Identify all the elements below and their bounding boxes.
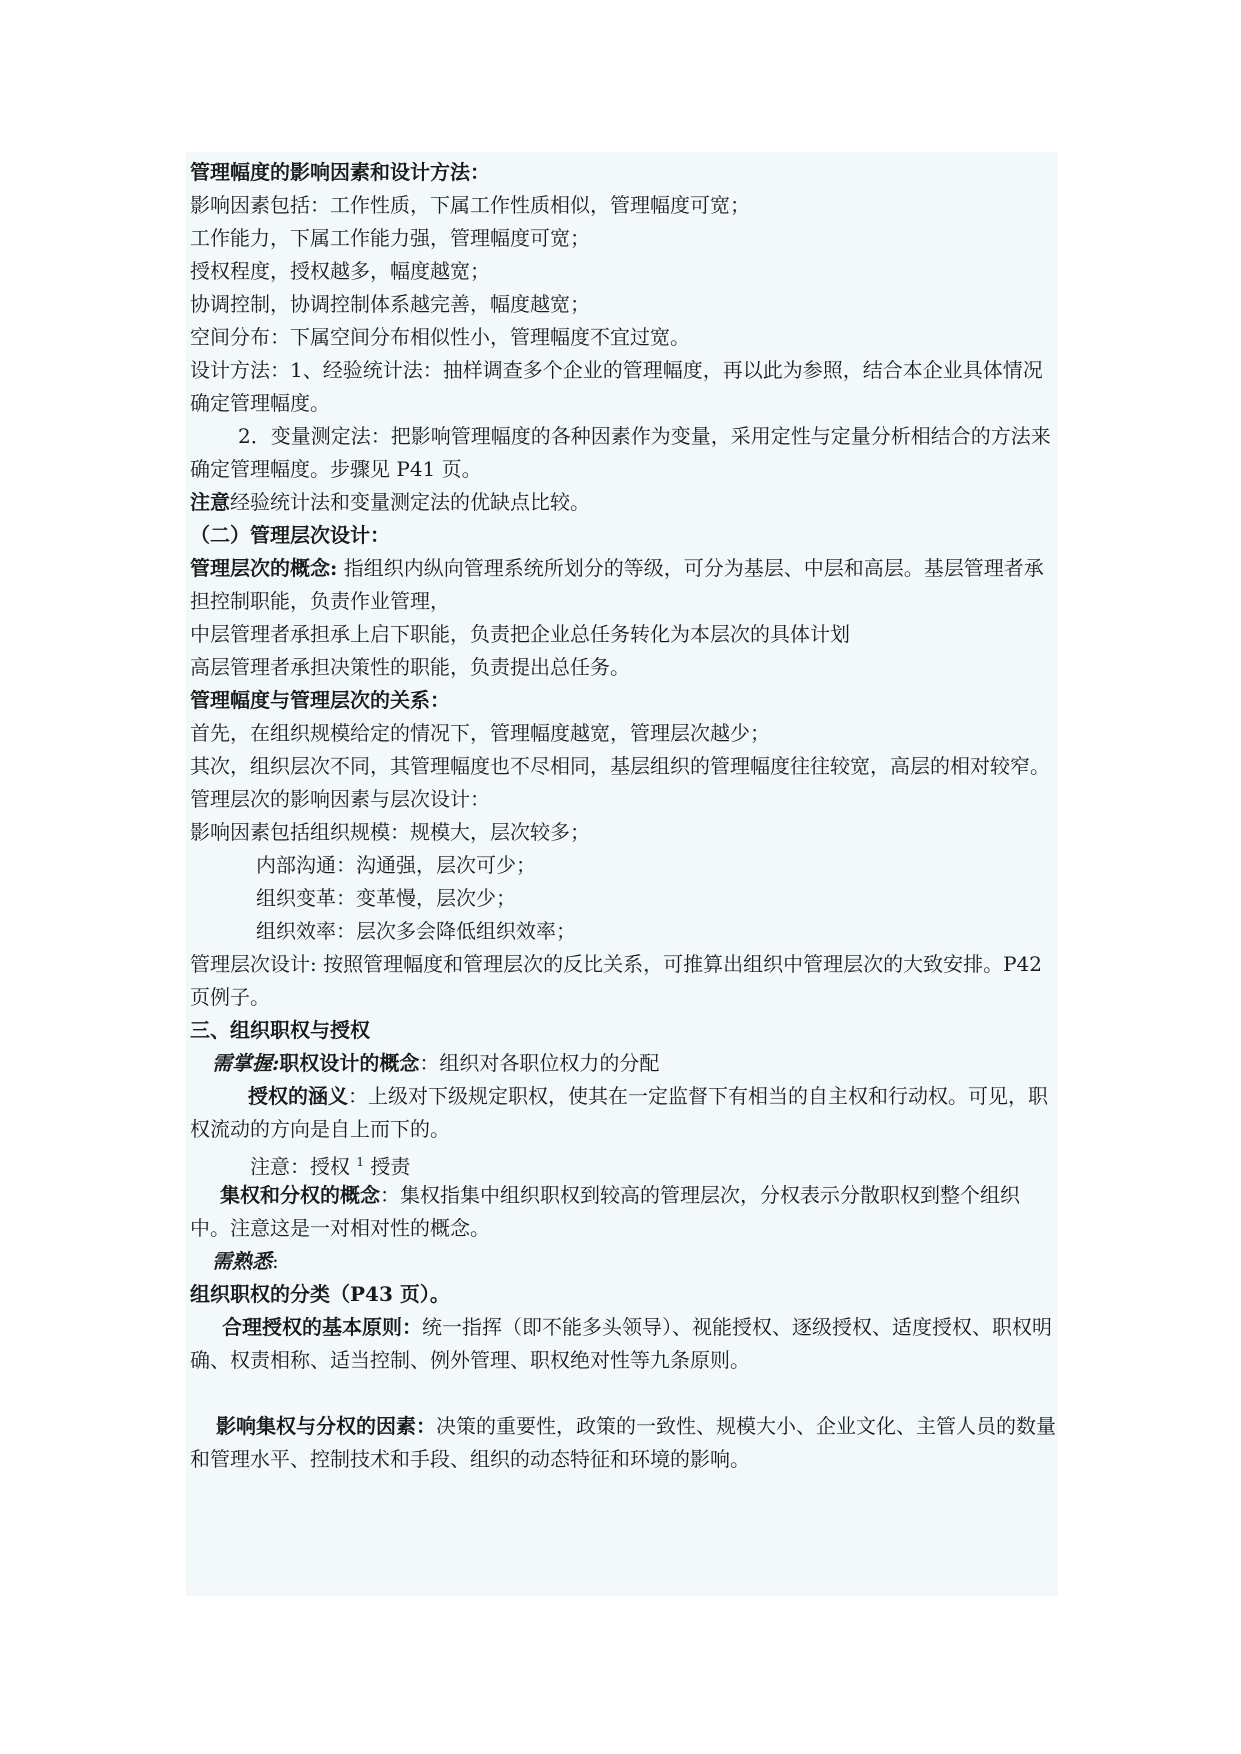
- delegation-note-suffix: 授责: [370, 1154, 411, 1179]
- must-familiar-label: 需熟悉: [212, 1249, 272, 1273]
- must-familiar-line: [190, 1245, 1058, 1278]
- factor-line: 组织变革：变革慢，层次少；: [256, 886, 516, 910]
- authority-design-label: 职权设计的概念: [279, 1051, 420, 1075]
- must-familiar-colon: :: [272, 1249, 279, 1273]
- paragraph-centralization: [190, 1179, 1058, 1245]
- paragraph-line: 工作能力，下属工作能力强，管理幅度可宽；: [190, 226, 590, 250]
- paragraph-line: 协调控制，协调控制体系越完善，幅度越宽；: [190, 292, 590, 316]
- section-heading-levels: （二）管理层次设计：: [190, 523, 390, 547]
- delegation-note-prefix: 注意：授权: [250, 1154, 350, 1179]
- authority-classification: 组织职权的分类（P43 页）。: [190, 1282, 450, 1306]
- must-master-label: 需掌握:: [212, 1051, 280, 1075]
- note-line: [190, 486, 1058, 519]
- note-label: 注意: [190, 490, 230, 514]
- paragraph-levels-concept: [190, 552, 1058, 618]
- paragraph-levels-design: 管理层次设计: 按照管理幅度和管理层次的反比关系，可推算出组织中管理层次的大致安排。P42 页例子。: [190, 952, 1043, 1009]
- paragraph-line: 高层管理者承担决策性的职能，负责提出总任务。: [190, 655, 630, 679]
- principles-text: 统一指挥（即不能多头领导）、视能授权、逐级授权、适度授权、职权明确、权责相称、适当控制、例外管理、职权绝对性等九条原则。: [190, 1315, 1052, 1372]
- relation-heading: 管理幅度与管理层次的关系：: [190, 688, 450, 712]
- note-text: 经验统计法和变量测定法的优缺点比较。: [230, 490, 590, 514]
- paragraph-line: 授权程度，授权越多，幅度越宽；: [190, 259, 490, 283]
- factor-line: 组织效率：层次多会降低组织效率；: [256, 919, 576, 943]
- principles-label: 合理授权的基本原则：: [222, 1315, 422, 1339]
- influence-label: 影响集权与分权的因素：: [216, 1414, 436, 1438]
- delegation-meaning-label: 授权的涵义: [248, 1084, 348, 1108]
- influence-text: 决策的重要性，政策的一致性、规模大小、企业文化、主管人员的数量和管理水平、控制技术和手段、组织的动态特征和环境的影响。: [190, 1414, 1056, 1471]
- paragraph-line: 中层管理者承担承上启下职能，负责把企业总任务转化为本层次的具体计划: [190, 622, 850, 646]
- levels-concept-text: 指组织内纵向管理系统所划分的等级，可分为基层、中层和高层。基层管理者承担控制职能，负责作业管理，: [190, 556, 1044, 613]
- paragraph-delegation-meaning: [190, 1080, 1058, 1146]
- delegation-meaning-text: ：上级对下级规定职权，使其在一定监督下有相当的自主权和行动权。可见，职权流动的方向是自上而下的。: [190, 1084, 1048, 1141]
- authority-design-text: ：组织对各职位权力的分配: [419, 1051, 660, 1075]
- paragraph-relation-2: 其次，组织层次不同，其管理幅度也不尽相同，基层组织的管理幅度往往较宽，高层的相对较窄。: [190, 754, 1050, 778]
- factors-heading: 管理层次的影响因素与层次设计：: [190, 787, 490, 811]
- must-master-line: [190, 1047, 1058, 1080]
- centralization-label: 集权和分权的概念: [220, 1183, 380, 1207]
- factor-line: 内部沟通：沟通强，层次可少；: [256, 853, 536, 877]
- centralization-text: ：集权指集中组织职权到较高的管理层次，分权表示分散职权到整个组织中。注意这是一对相对性的概念。: [190, 1183, 1020, 1240]
- delegation-note-line: [190, 1146, 1058, 1179]
- factor-line: 影响因素包括组织规模：规模大，层次较多；: [190, 820, 590, 844]
- blank-line: [190, 1377, 1058, 1410]
- delegation-note-sup: 1: [356, 1155, 364, 1169]
- levels-concept-label: 管理层次的概念:: [190, 556, 338, 580]
- paragraph-line: 空间分布：下属空间分布相似性小，管理幅度不宜过宽。: [190, 325, 690, 349]
- paragraph-centralization-factors: [190, 1410, 1058, 1476]
- paragraph-design-method-2: 2．变量测定法：把影响管理幅度的各种因素作为变量，采用定性与定量分析相结合的方法来确定管理幅度。步骤见 P41 页。: [190, 424, 1051, 481]
- paragraph-line: 影响因素包括：工作性质，下属工作性质相似，管理幅度可宽；: [190, 193, 750, 217]
- section-heading-authority: 三、组织职权与授权: [190, 1018, 370, 1042]
- paragraph-line: 首先，在组织规模给定的情况下，管理幅度越宽，管理层次越少；: [190, 721, 770, 745]
- paragraph-design-method-1: 设计方法：1、经验统计法：抽样调查多个企业的管理幅度，再以此为参照，结合本企业具体情况确定管理幅度。: [190, 358, 1043, 415]
- section-heading-span: 管理幅度的影响因素和设计方法：: [190, 160, 490, 184]
- document-body: [190, 156, 1058, 1476]
- paragraph-delegation-principles: [190, 1311, 1058, 1377]
